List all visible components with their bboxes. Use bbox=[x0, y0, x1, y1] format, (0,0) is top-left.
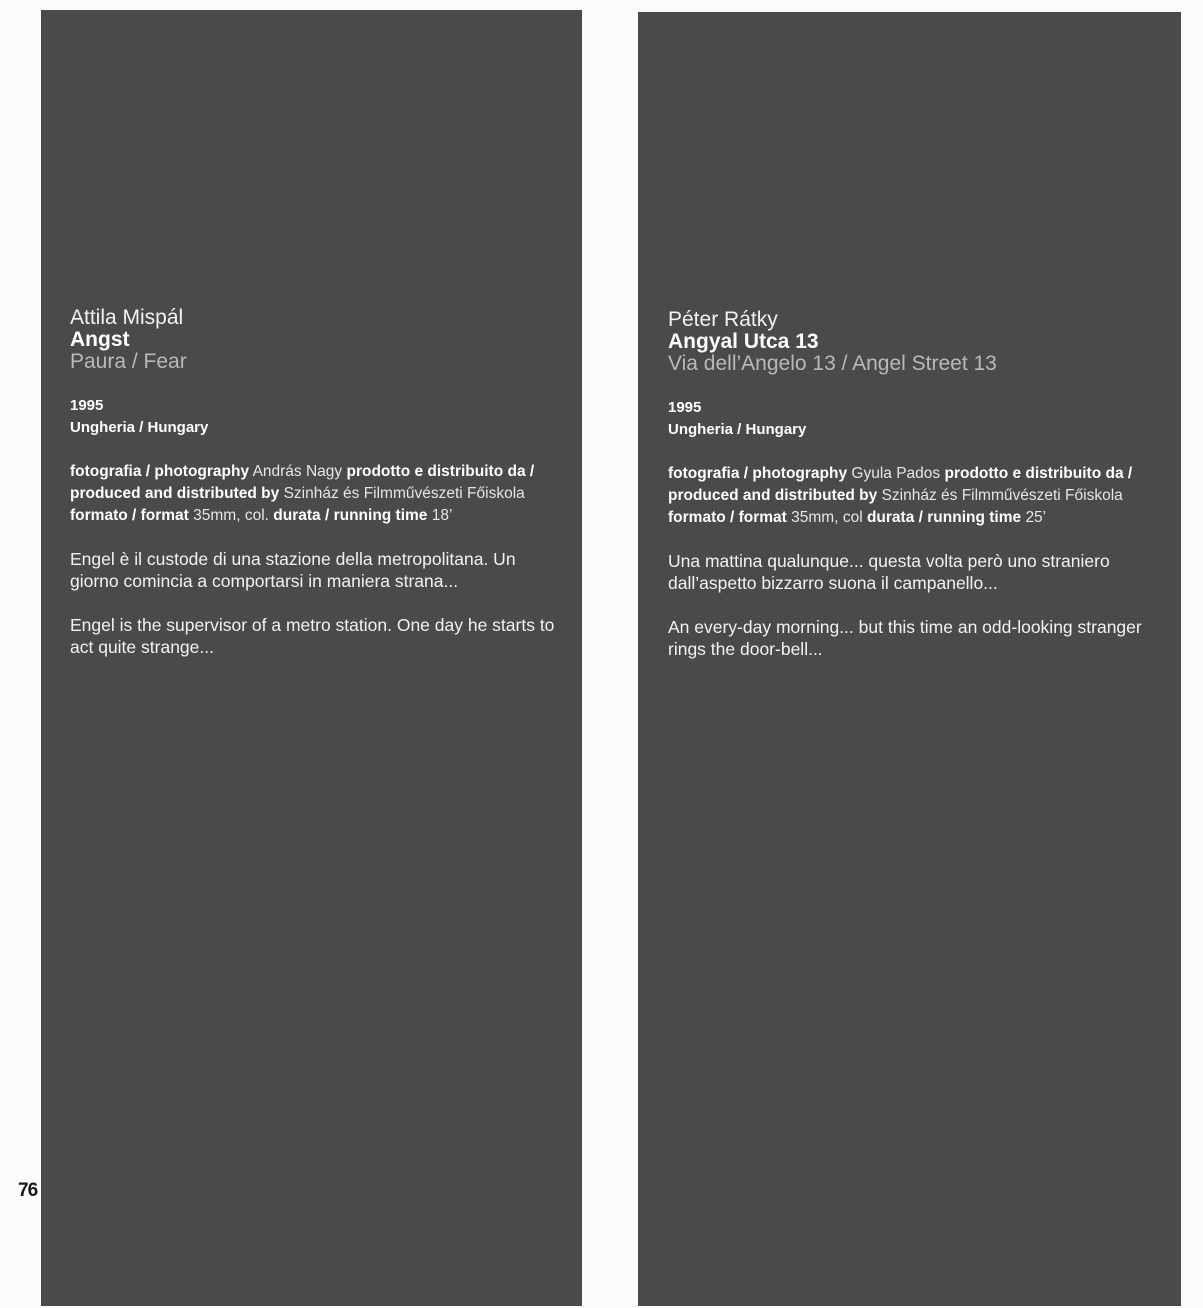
synopsis-italian: Engel è il custode di una stazione della metropolitana. Un giorno comincia a comportarsi in maniera strana... bbox=[70, 549, 516, 591]
film-country: Ungheria / Hungary bbox=[70, 419, 209, 436]
film-meta bbox=[668, 397, 1165, 441]
film-year: 1995 bbox=[668, 399, 702, 416]
duration-value: 18’ bbox=[431, 507, 453, 524]
duration-label: durata / running time bbox=[866, 509, 1022, 526]
synopsis-english: An every-day morning... but this time an odd-looking stranger rings the door-bell... bbox=[668, 617, 1142, 659]
format-label: formato / format bbox=[668, 509, 787, 526]
film-title: Angyal Utca 13 bbox=[668, 330, 819, 353]
format-value: 35mm, col. bbox=[193, 507, 269, 524]
film-director: Attila Mispál bbox=[70, 306, 184, 329]
film-credits bbox=[70, 461, 566, 527]
film-meta bbox=[70, 395, 566, 439]
film-subtitle: Via dell’Angelo 13 / Angel Street 13 bbox=[668, 352, 997, 375]
producer-label: prodotto e distribuito da / produced and distributed by bbox=[668, 465, 1133, 504]
film-entry bbox=[70, 307, 566, 658]
duration-value: 25’ bbox=[1025, 509, 1047, 526]
duration-label: durata / running time bbox=[273, 507, 428, 524]
film-entry bbox=[668, 309, 1165, 660]
film-credits bbox=[668, 463, 1165, 529]
producer-label: prodotto e distribuito da / produced and distributed by bbox=[70, 463, 535, 502]
photography-value: Gyula Pados bbox=[851, 465, 941, 482]
film-subtitle: Paura / Fear bbox=[70, 350, 187, 373]
format-label: formato / format bbox=[70, 507, 189, 524]
film-panel-angyal-utca bbox=[638, 12, 1181, 1306]
film-director: Péter Rátky bbox=[668, 308, 778, 331]
producer-value: Szinház és Filmművészeti Főiskola bbox=[881, 487, 1123, 504]
film-year: 1995 bbox=[70, 397, 104, 414]
format-value: 35mm, col bbox=[791, 509, 863, 526]
film-country: Ungheria / Hungary bbox=[668, 421, 807, 438]
film-panel-angst bbox=[41, 10, 582, 1306]
synopsis-italian: Una mattina qualunque... questa volta però uno straniero dall’aspetto bizzarro suona il campanello... bbox=[668, 551, 1110, 593]
synopsis-english: Engel is the supervisor of a metro station. One day he starts to act quite strange... bbox=[70, 615, 555, 657]
photography-label: fotografia / photography bbox=[668, 465, 848, 482]
photography-label: fotografia / photography bbox=[70, 463, 250, 480]
producer-value: Szinház és Filmművészeti Főiskola bbox=[283, 485, 525, 502]
film-title: Angst bbox=[70, 328, 130, 351]
page-number: 76 bbox=[18, 1180, 38, 1201]
photography-value: András Nagy bbox=[252, 463, 343, 480]
